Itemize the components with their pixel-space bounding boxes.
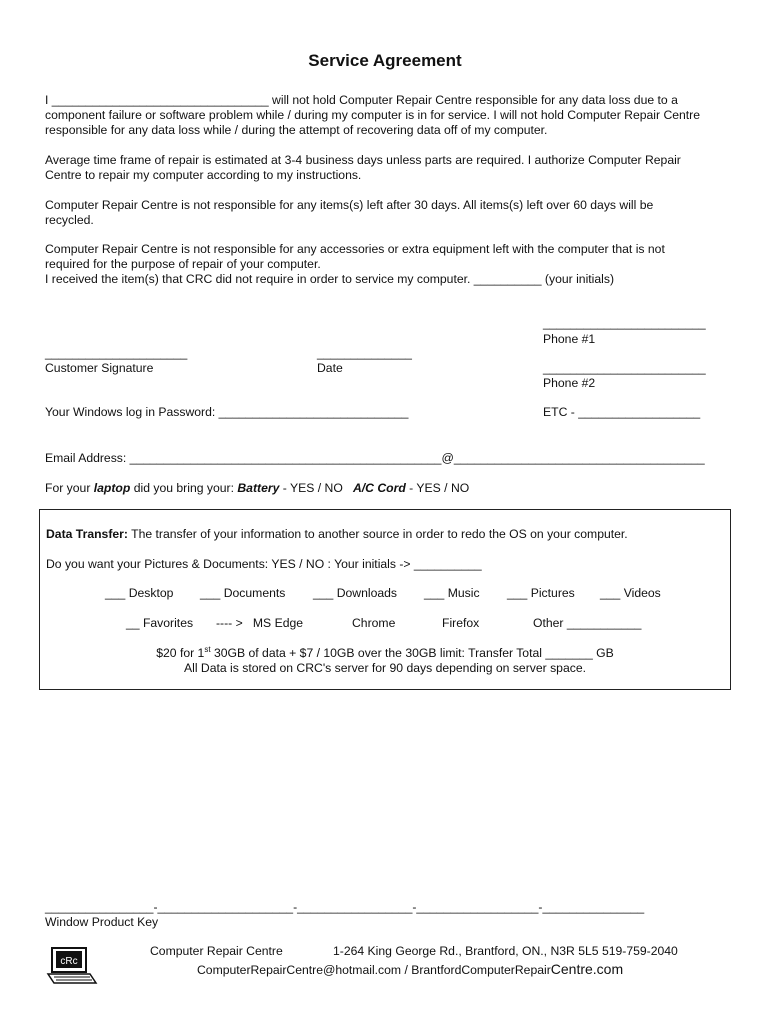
footer-contact: ComputerRepairCentre@hotmail.com / BrantfordComputerRepairCentre.com (197, 961, 624, 977)
option-pictures[interactable]: ___ Pictures (507, 586, 575, 600)
phone2-line[interactable]: ________________________ (543, 361, 706, 375)
etc-field[interactable]: ETC - __________________ (543, 405, 701, 419)
windows-password-field[interactable]: Your Windows log in Password: ____________________________ (45, 405, 409, 419)
accessories-paragraph: Computer Repair Centre is not responsible for any accessories or extra equipment left with the computer that is not required for the purpose of repair of your computer. I received the item(s) that CRC did not require in order to service my computer. __________ (your initials) (45, 242, 665, 286)
option-videos[interactable]: ___ Videos (600, 586, 661, 600)
transfer-question[interactable]: Do you want your Pictures & Documents: YES / NO : Your initials -> __________ (46, 557, 482, 571)
transfer-pricing: $20 for 1st 30GB of data + $7 / 10GB over the 30GB limit: Transfer Total _______ GB (156, 644, 614, 660)
option-desktop[interactable]: ___ Desktop (105, 586, 174, 600)
data-transfer-intro: Data Transfer: The transfer of your information to another source in order to redo the OS on your computer. (46, 527, 628, 541)
document-title: Service Agreement (308, 51, 462, 70)
svg-text:cRc: cRc (60, 956, 78, 967)
option-other[interactable]: Other ___________ (533, 616, 642, 630)
option-downloads[interactable]: ___ Downloads (313, 586, 398, 600)
option-documents[interactable]: ___ Documents (200, 586, 286, 600)
footer-company: Computer Repair Centre (150, 944, 283, 958)
phone1-label: Phone #1 (543, 332, 596, 346)
date-label: Date (317, 361, 343, 375)
date-line[interactable]: ______________ (317, 346, 412, 360)
data-loss-paragraph: I ________________________________ will not hold Computer Repair Centre responsible for any data loss due to a component failure or software problem while / during my computer is in for service. I will not hold Computer Repair Centre responsible for any data loss while / during the attempt of recovering data off of my computer. (45, 93, 701, 137)
option-music[interactable]: ___ Music (424, 586, 480, 600)
option-favorites[interactable]: __ Favorites (126, 616, 194, 630)
repair-time-paragraph: Average time frame of repair is estimated at 3-4 business days unless parts are required. I authorize Computer Repair Centre to repair my computer according to my instructions. (45, 153, 681, 182)
phone1-line[interactable]: ________________________ (543, 316, 706, 330)
items-left-paragraph: Computer Repair Centre is not responsible for any items(s) left after 30 days. All items(s) left over 60 days will be recycled. (45, 198, 654, 227)
footer-address: 1-264 King George Rd., Brantford, ON., N3R 5L5 519-759-2040 (333, 944, 678, 958)
option-firefox[interactable]: Firefox (442, 616, 480, 630)
crc-logo (46, 946, 98, 986)
storage-note: All Data is stored on CRC's server for 90 days depending on server space. (183, 661, 586, 675)
signature-line[interactable]: _____________________ (45, 346, 188, 360)
phone2-label: Phone #2 (543, 376, 596, 390)
product-key-label: Window Product Key (45, 915, 159, 929)
product-key-line[interactable]: ________________-____________________-_________________-__________________-_______________ (45, 900, 645, 914)
equipment-question: For your laptop did you bring your: Battery - YES / NO A/C Cord - YES / NO (45, 481, 470, 495)
option-chrome[interactable]: Chrome (352, 616, 396, 630)
email-field[interactable]: Email Address: ______________________________________________@_____________________________________ (45, 451, 705, 465)
signature-label: Customer Signature (45, 361, 154, 375)
option-ms-edge[interactable]: ---- > MS Edge (216, 616, 304, 630)
